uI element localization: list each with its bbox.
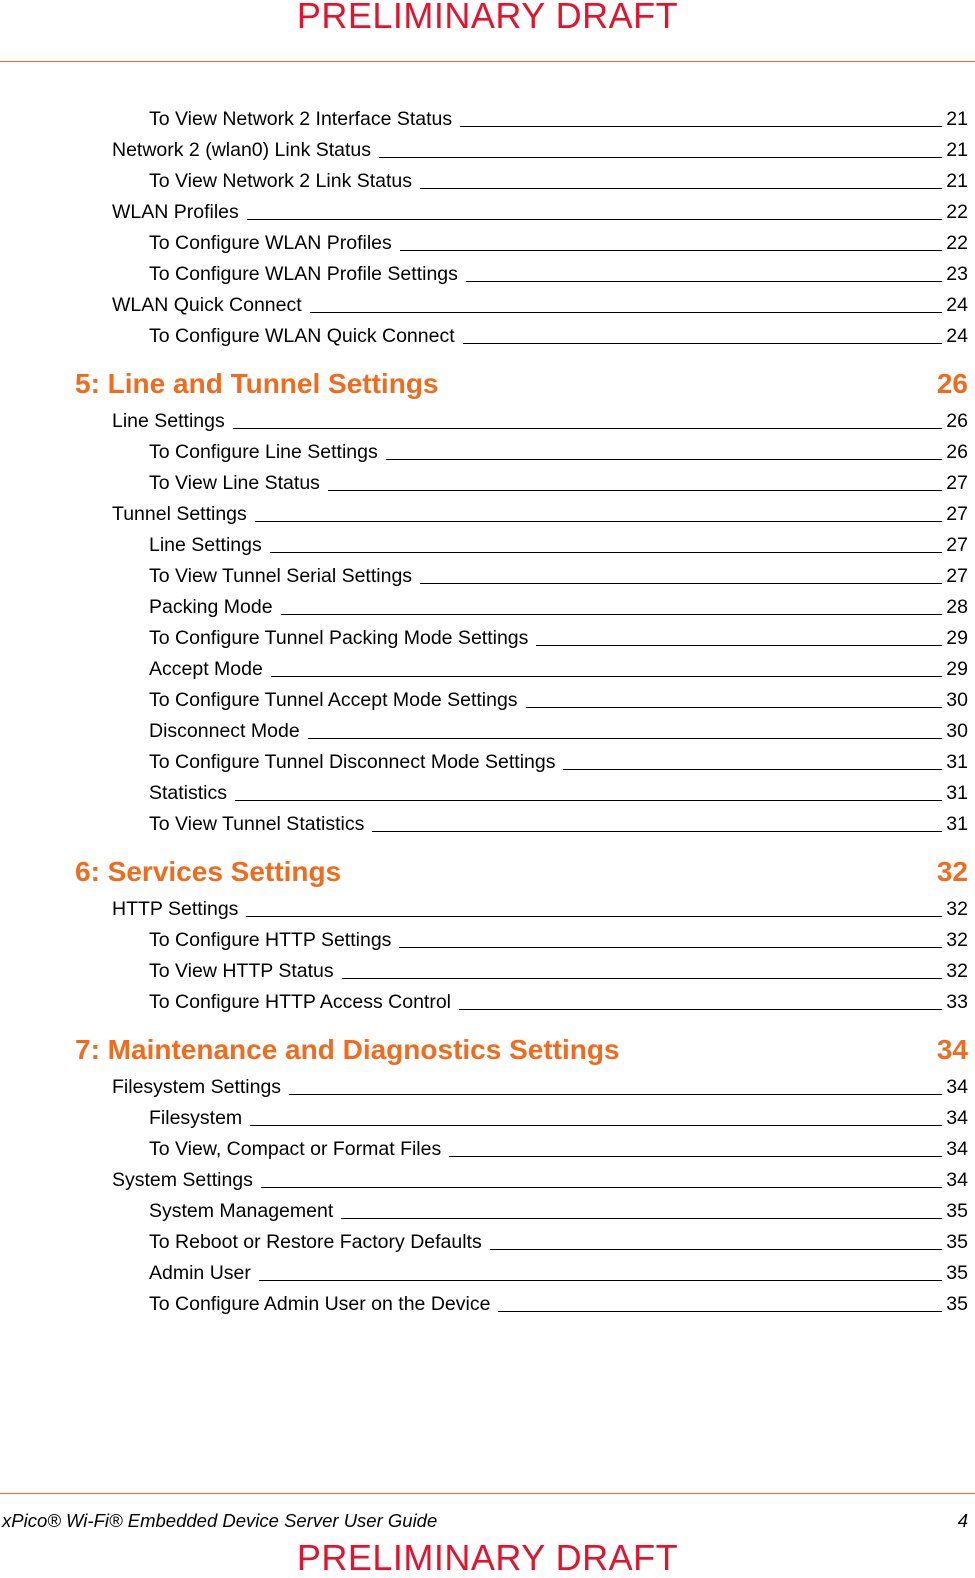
toc-entry-title: To Configure Tunnel Packing Mode Settings [149, 627, 529, 649]
toc-leader [420, 582, 942, 584]
toc-entry-title: Statistics [149, 782, 228, 804]
toc-entry[interactable] [149, 1199, 968, 1223]
toc-entry-title: Line Settings [112, 410, 225, 432]
toc-entry-page: 32 [946, 898, 968, 920]
toc-entry[interactable] [149, 657, 968, 681]
toc-entry[interactable] [112, 138, 968, 162]
toc-leader [308, 737, 943, 739]
toc-leader [563, 768, 942, 770]
toc-entry[interactable] [112, 293, 968, 317]
toc-entry-title: To View Network 2 Interface Status [149, 108, 453, 130]
toc-entry-title: WLAN Quick Connect [112, 294, 302, 316]
toc-leader [490, 1248, 943, 1250]
toc-entry-page: 33 [946, 991, 968, 1013]
toc-leader [341, 1217, 942, 1219]
toc-entry-title: To View Line Status [149, 472, 320, 494]
toc-entry[interactable] [112, 200, 968, 224]
toc-entry-page: 23 [946, 263, 968, 285]
toc-leader [420, 187, 942, 189]
chapter-page: 34 [936, 1034, 968, 1065]
toc-entry-title: To Configure WLAN Quick Connect [149, 325, 455, 347]
toc-entry-page: 35 [946, 1200, 968, 1222]
toc-entry-title: To Configure Line Settings [149, 441, 378, 463]
toc-entry[interactable] [149, 626, 968, 650]
toc-entry[interactable] [149, 750, 968, 774]
toc-entry[interactable] [149, 959, 968, 983]
toc-leader [466, 280, 942, 282]
toc-entry-page: 22 [946, 201, 968, 223]
toc-leader [247, 218, 943, 220]
toc-leader [372, 830, 942, 832]
toc-entry[interactable] [149, 688, 968, 712]
toc-entry-title: To Configure HTTP Access Control [149, 991, 452, 1013]
toc-entry-title: System Management [149, 1200, 334, 1222]
toc-entry-page: 32 [946, 929, 968, 951]
toc-entry-page: 30 [946, 689, 968, 711]
toc-entry-title: Admin User [149, 1262, 251, 1284]
toc-entry-title: Tunnel Settings [112, 503, 247, 525]
toc-entry[interactable] [112, 502, 968, 526]
toc-entry-page: 34 [946, 1169, 968, 1191]
chapter-page: 32 [936, 856, 968, 887]
toc-entry-title: System Settings [112, 1169, 253, 1191]
toc-entry[interactable] [149, 928, 968, 952]
toc-entry[interactable] [149, 990, 968, 1014]
toc-entry[interactable] [149, 169, 968, 193]
toc-leader [235, 799, 942, 801]
toc-entry[interactable] [149, 231, 968, 255]
toc-entry-title: To Configure Admin User on the Device [149, 1293, 491, 1315]
toc-leader [498, 1310, 942, 1312]
toc-entry-page: 30 [946, 720, 968, 742]
toc-entry[interactable] [149, 107, 968, 131]
toc-entry-title: To Configure HTTP Settings [149, 929, 392, 951]
toc-entry-title: To Configure WLAN Profiles [149, 232, 392, 254]
toc-entry-title: To View Network 2 Link Status [149, 170, 413, 192]
toc-entry[interactable] [149, 1106, 968, 1130]
toc-leader [246, 915, 942, 917]
footer-rule [0, 1493, 975, 1494]
toc-entry-page: 35 [946, 1231, 968, 1253]
toc-entry-page: 26 [946, 410, 968, 432]
toc-leader [399, 946, 942, 948]
chapter-page: 26 [936, 368, 968, 399]
toc-leader [386, 458, 943, 460]
toc-entry-page: 21 [946, 170, 968, 192]
toc-entry-title: To Configure WLAN Profile Settings [149, 263, 458, 285]
chapter-title: 6: Services Settings [75, 856, 342, 887]
toc-entry-page: 27 [946, 565, 968, 587]
toc-leader [255, 520, 943, 522]
toc-entry-title: To Configure Tunnel Disconnect Mode Settings [149, 751, 556, 773]
toc-entry[interactable] [112, 897, 968, 921]
toc-entry[interactable] [149, 1261, 968, 1285]
toc-entry-title: To Reboot or Restore Factory Defaults [149, 1231, 482, 1253]
toc-entry-page: 27 [946, 503, 968, 525]
footer-document-title: xPico® Wi-Fi® Embedded Device Server User Guide [2, 1510, 438, 1531]
toc-entry[interactable] [149, 719, 968, 743]
toc-entry-page: 21 [946, 108, 968, 130]
toc-entry-page: 27 [946, 472, 968, 494]
toc-entry-title: HTTP Settings [112, 898, 239, 920]
toc-leader [310, 311, 943, 313]
chapter-title: 5: Line and Tunnel Settings [75, 368, 439, 399]
toc-leader [328, 489, 942, 491]
toc-leader [463, 342, 943, 344]
toc-leader [460, 125, 942, 127]
toc-entry-title: Network 2 (wlan0) Link Status [112, 139, 372, 161]
toc-entry-page: 35 [946, 1293, 968, 1315]
toc-leader [379, 156, 942, 158]
toc-entry[interactable] [149, 812, 968, 836]
chapter-heading[interactable] [75, 1033, 968, 1067]
toc-entry-page: 32 [946, 960, 968, 982]
toc-entry[interactable] [149, 1230, 968, 1254]
toc-entry-title: WLAN Profiles [112, 201, 239, 223]
toc-entry-page: 24 [946, 294, 968, 316]
toc-entry-page: 24 [946, 325, 968, 347]
toc-leader [449, 1155, 942, 1157]
toc-entry-title: Packing Mode [149, 596, 273, 618]
toc-entry-title: To Configure Tunnel Accept Mode Settings [149, 689, 518, 711]
toc-entry-page: 35 [946, 1262, 968, 1284]
toc-entry[interactable] [149, 781, 968, 805]
footer-page-number: 4 [957, 1510, 968, 1531]
toc-leader [459, 1008, 942, 1010]
toc-entry-title: Line Settings [149, 534, 262, 556]
toc-entry-page: 34 [946, 1138, 968, 1160]
toc-entry-page: 31 [946, 751, 968, 773]
toc-entry[interactable] [149, 262, 968, 286]
toc-leader [270, 551, 943, 553]
chapter-title: 7: Maintenance and Diagnostics Settings [75, 1034, 620, 1065]
toc-entry[interactable] [149, 440, 968, 464]
chapter-heading[interactable] [75, 855, 968, 889]
toc-entry[interactable] [112, 1168, 968, 1192]
toc-entry-title: Filesystem [149, 1107, 243, 1129]
toc-leader [342, 977, 943, 979]
toc-entry[interactable] [149, 1292, 968, 1316]
toc-leader [400, 249, 943, 251]
toc-entry-page: 34 [946, 1076, 968, 1098]
toc-entry[interactable] [112, 409, 968, 433]
toc-entry-page: 26 [946, 441, 968, 463]
toc-entry-title: To View, Compact or Format Files [149, 1138, 442, 1160]
toc-entry-page: 31 [946, 782, 968, 804]
toc-leader [261, 1186, 942, 1188]
toc-entry-title: To View HTTP Status [149, 960, 334, 982]
toc-entry-page: 31 [946, 813, 968, 835]
toc-entry[interactable] [112, 1075, 968, 1099]
toc-entry[interactable] [149, 471, 968, 495]
watermark-top: PRELIMINARY DRAFT [296, 0, 679, 36]
toc-entry-page: 21 [946, 139, 968, 161]
toc-entry[interactable] [149, 1137, 968, 1161]
toc-entry-page: 29 [946, 658, 968, 680]
toc-entry-title: To View Tunnel Serial Settings [149, 565, 413, 587]
toc-leader [536, 644, 942, 646]
toc-leader [250, 1124, 942, 1126]
watermark-bottom: PRELIMINARY DRAFT [296, 1537, 679, 1578]
toc-entry-title: To View Tunnel Statistics [149, 813, 365, 835]
toc-entry-title: Accept Mode [149, 658, 263, 680]
toc-leader [271, 675, 942, 677]
toc-entry-title: Filesystem Settings [112, 1076, 282, 1098]
toc-leader [281, 613, 943, 615]
toc-entry[interactable] [149, 533, 968, 557]
toc-entry-page: 34 [946, 1107, 968, 1129]
toc-entry[interactable] [149, 595, 968, 619]
toc-entry-page: 22 [946, 232, 968, 254]
toc-entry[interactable] [149, 564, 968, 588]
toc-leader [233, 427, 943, 429]
toc-entry[interactable] [149, 324, 968, 348]
toc-entry-page: 27 [946, 534, 968, 556]
toc-entry-page: 28 [946, 596, 968, 618]
toc-entry-page: 29 [946, 627, 968, 649]
toc-leader [259, 1279, 942, 1281]
toc-leader [289, 1093, 942, 1095]
toc-leader [526, 706, 943, 708]
toc-entry-title: Disconnect Mode [149, 720, 300, 742]
chapter-heading[interactable] [75, 367, 968, 401]
